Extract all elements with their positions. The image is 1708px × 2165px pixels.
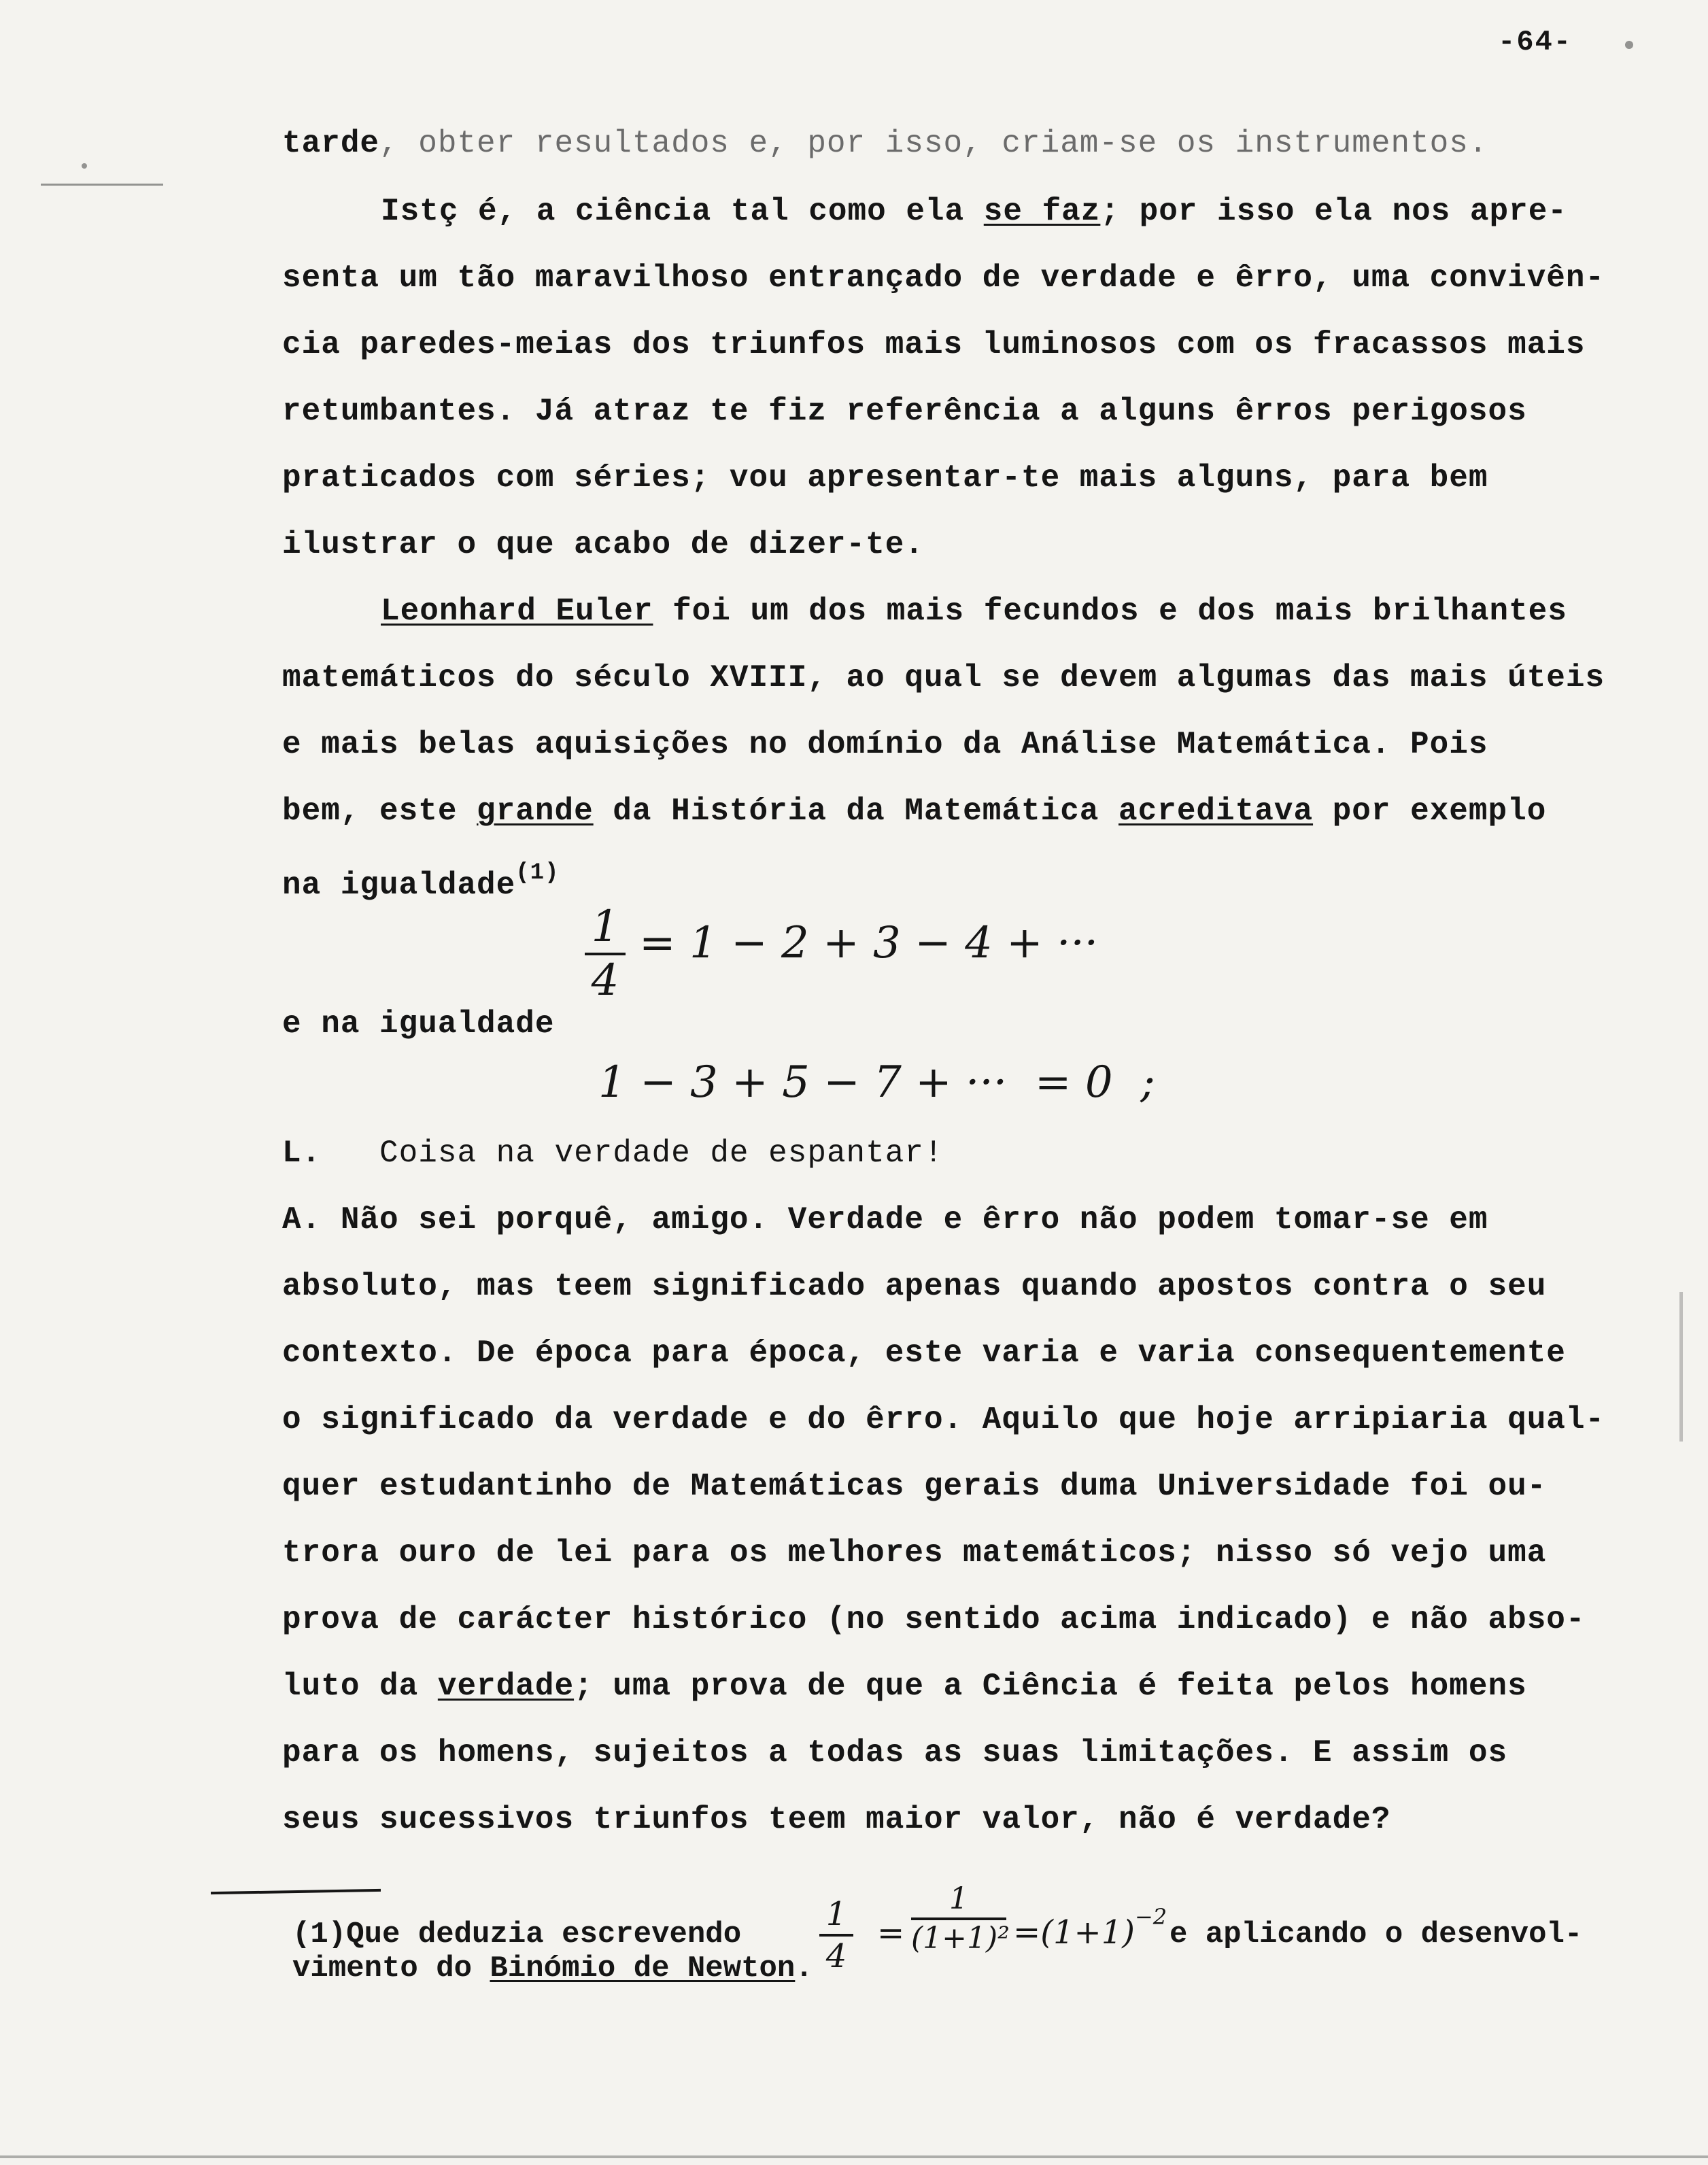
underlined-word: acreditava — [1118, 794, 1314, 829]
fraction-numerator: 1 — [825, 1895, 847, 1933]
footnote-line-1-end: e aplicando o desenvol- — [1169, 1917, 1583, 1951]
footnote-power — [1013, 1904, 1167, 1951]
scan-speck — [1625, 41, 1633, 49]
underlined-word: grande — [477, 794, 594, 829]
equation-1-fraction — [585, 904, 626, 1004]
footnote-marker: (1) — [515, 860, 560, 886]
scan-edge — [0, 2155, 1708, 2158]
paragraph-2-line-1 — [381, 594, 1708, 629]
speaker-label: A. — [282, 1202, 322, 1238]
text-segment: Istç é, a ciência tal como ela — [381, 194, 984, 229]
paragraph-1-line-4: cia paredes-meias dos triunfos mais luminosos com os fracassos mais — [282, 327, 1586, 362]
underlined-phrase: Binómio de Newton — [490, 1951, 796, 1985]
paragraph-1-line-2 — [381, 194, 1708, 229]
speaker-label: L. — [282, 1136, 322, 1171]
spacer — [321, 1202, 341, 1238]
paragraph-2-line-5 — [282, 860, 1676, 903]
spacer — [321, 1136, 379, 1171]
paragraph-2-line-2: matemáticos do século XVIII, ao qual se devem algumas das mais úteis — [282, 660, 1605, 696]
fraction-numerator: 1 — [591, 902, 619, 952]
equation-2-intro: e na igualdade — [282, 1006, 555, 1042]
dialogue-a-line-10: seus sucessivos triunfos teem maior valor, não é verdade? — [282, 1802, 1391, 1837]
power-base: =(1+1) — [1013, 1913, 1135, 1951]
speaker-text: Coisa na verdade de espantar! — [379, 1136, 944, 1171]
dialogue-a-line-1 — [282, 1202, 1676, 1238]
text-segment: ; por isso ela nos apre- — [1100, 194, 1567, 229]
text-segment: . — [795, 1951, 813, 1985]
dialogue-a-line-3: contexto. De época para época, este varia e varia consequentemente — [282, 1335, 1566, 1371]
scan-mark — [41, 184, 163, 186]
fraction-denominator: 4 — [591, 955, 619, 1006]
text-segment: bem, este — [282, 794, 477, 829]
dialogue-a-line-5: quer estudantinho de Matemáticas gerais duma Universidade foi ou- — [282, 1469, 1547, 1504]
paragraph-1-line-6: praticados com séries; vou apresentar-te mais alguns, para bem — [282, 460, 1488, 496]
text-segment: foi um dos mais fecundos e dos mais brilhantes — [653, 594, 1567, 629]
scan-mark — [1679, 1292, 1683, 1442]
fraction-bar — [819, 1934, 853, 1937]
dialogue-a-line-6: trora ouro de lei para os melhores matemáticos; nisso só vejo uma — [282, 1535, 1547, 1571]
line-start: tarde — [282, 126, 380, 161]
underlined-name: Leonhard Euler — [381, 594, 653, 629]
footnote-line-1-start: (1)Que deduzia escrevendo — [292, 1917, 742, 1951]
paragraph-1-line-5: retumbantes. Já atraz te fiz referência a alguns êrros perigosos — [282, 394, 1527, 429]
equation-2-expression: 1 − 3 + 5 − 7 + ··· = 0 ; — [598, 1057, 1155, 1108]
paragraph-2-line-3: e mais belas aquisições no domínio da Análise Matemática. Pois — [282, 727, 1488, 762]
footnote-fraction-2 — [911, 1881, 1010, 1956]
dialogue-line-l — [282, 1136, 1676, 1171]
dialogue-a-line-2: absoluto, mas teem significado apenas quando apostos contra o seu — [282, 1269, 1547, 1304]
footnote-fraction-1 — [819, 1897, 853, 1974]
power-exponent: −2 — [1134, 1904, 1167, 1930]
underlined-phrase: se faz — [983, 194, 1101, 229]
dialogue-a-line-4: o significado da verdade e do êrro. Aquilo que hoje arripiaria qual- — [282, 1402, 1605, 1437]
equation-1-rhs: = 1 − 2 + 3 − 4 + ··· — [639, 918, 1099, 968]
fraction-denominator: (1+1)² — [911, 1921, 1010, 1956]
text-segment: vimento do — [292, 1951, 490, 1985]
underlined-word: verdade — [437, 1669, 575, 1704]
text-segment: da História da Matemática — [593, 794, 1119, 829]
dialogue-a-line-7: prova de carácter histórico (no sentido acima indicado) e não abso- — [282, 1602, 1586, 1637]
text-segment: luto da — [282, 1669, 438, 1704]
paragraph-1-line-7: ilustrar o que acabo de dizer-te. — [282, 527, 924, 562]
faded-text: , obter resultados e, por isso, criam-se os instrumentos. — [379, 126, 1488, 161]
paragraph-2-line-4 — [282, 794, 1676, 829]
fraction-denominator: 4 — [825, 1937, 847, 1976]
paragraph-1-line-1 — [282, 126, 1676, 161]
dialogue-a-line-9: para os homens, sujeitos a todas as suas limitações. E assim os — [282, 1735, 1508, 1771]
footnote-separator — [211, 1889, 381, 1894]
fraction-numerator: 1 — [949, 1881, 968, 1916]
footnote-line-2 — [292, 1951, 813, 1985]
footnote-equals: = — [877, 1914, 905, 1952]
text-segment: por exemplo — [1313, 794, 1547, 829]
paragraph-1-line-3: senta um tão maravilhoso entrançado de verdade e êrro, uma convivên- — [282, 260, 1605, 296]
fraction-bar — [911, 1917, 1006, 1920]
speaker-text: Não sei porquê, amigo. Verdade e êrro não podem tomar-se em — [340, 1202, 1488, 1238]
page-number: -64- — [1498, 26, 1572, 58]
text-segment: na igualdade — [282, 868, 516, 903]
text-segment: ; uma prova de que a Ciência é feita pelos homens — [574, 1669, 1527, 1704]
scan-speck — [82, 163, 87, 169]
dialogue-a-line-8 — [282, 1669, 1676, 1704]
